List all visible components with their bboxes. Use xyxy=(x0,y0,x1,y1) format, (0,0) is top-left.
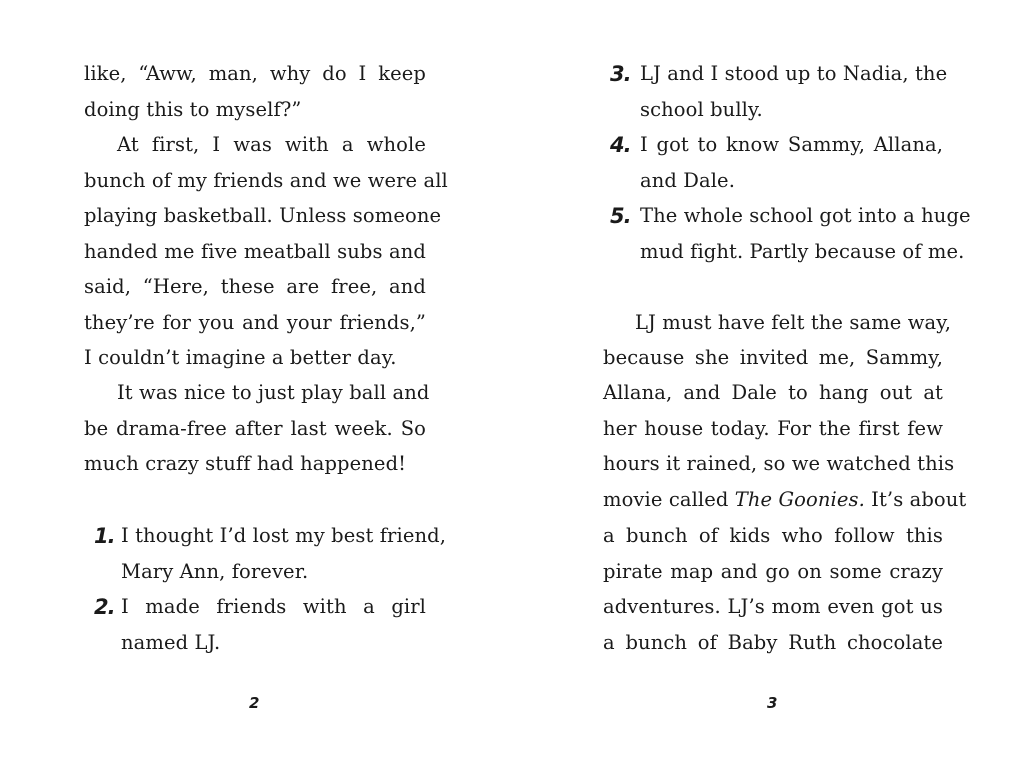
text-line: bunch of my friends and we were all xyxy=(84,169,448,192)
list-item-line: and Dale. xyxy=(640,169,736,192)
right-page xyxy=(512,0,1024,768)
list-number: 4. xyxy=(610,133,631,157)
list-item-line: I made friends with a girl xyxy=(121,595,426,618)
text-line: LJ must have felt the same way, xyxy=(635,311,952,334)
page-number: 2 xyxy=(249,694,260,712)
text-line: handed me five meatball subs and xyxy=(84,240,426,263)
text-line: I couldn’t imagine a better day. xyxy=(84,346,397,369)
text-line: At first, I was with a whole xyxy=(117,133,426,156)
list-number: 1. xyxy=(94,524,115,548)
list-item-line: The whole school got into a huge xyxy=(640,204,971,227)
text-line: they’re for you and your friends,” xyxy=(84,311,426,334)
list-item-line: LJ and I stood up to Nadia, the xyxy=(640,62,948,85)
text-line: It was nice to just play ball and xyxy=(117,381,430,404)
text-line: like, “Aww, man, why do I keep xyxy=(84,62,426,85)
text-line: because she invited me, Sammy, xyxy=(603,346,943,369)
text-line: doing this to myself?” xyxy=(84,98,302,121)
text-segment: movie called xyxy=(603,488,735,511)
text-line: her house today. For the first few xyxy=(603,417,943,440)
list-item-line: I thought I’d lost my best friend, xyxy=(121,524,446,547)
text-line: said, “Here, these are free, and xyxy=(84,275,426,298)
list-item-line: school bully. xyxy=(640,98,763,121)
list-item-line: I got to know Sammy, Allana, xyxy=(640,133,943,156)
text-segment: It’s about xyxy=(864,488,967,511)
list-number: 2. xyxy=(94,595,115,619)
list-item-line: Mary Ann, forever. xyxy=(121,560,309,583)
text-line: be drama-free after last week. So xyxy=(84,417,426,440)
list-item-line: mud fight. Partly because of me. xyxy=(640,240,965,263)
text-line: pirate map and go on some crazy xyxy=(603,560,943,583)
page-number: 3 xyxy=(767,694,778,712)
text-line: a bunch of Baby Ruth chocolate xyxy=(603,631,943,654)
text-line-with-title xyxy=(603,488,967,512)
movie-title: The Goonies. xyxy=(734,488,865,511)
text-line: Allana, and Dale to hang out at xyxy=(603,381,943,404)
text-line: much crazy stuff had happened! xyxy=(84,452,407,475)
text-line: playing basketball. Unless someone xyxy=(84,204,442,227)
list-number: 3. xyxy=(610,62,631,86)
text-line: hours it rained, so we watched this xyxy=(603,452,955,475)
text-line: a bunch of kids who follow this xyxy=(603,524,943,547)
list-number: 5. xyxy=(610,204,631,228)
list-item-line: named LJ. xyxy=(121,631,221,654)
text-line: adventures. LJ’s mom even got us xyxy=(603,595,943,618)
